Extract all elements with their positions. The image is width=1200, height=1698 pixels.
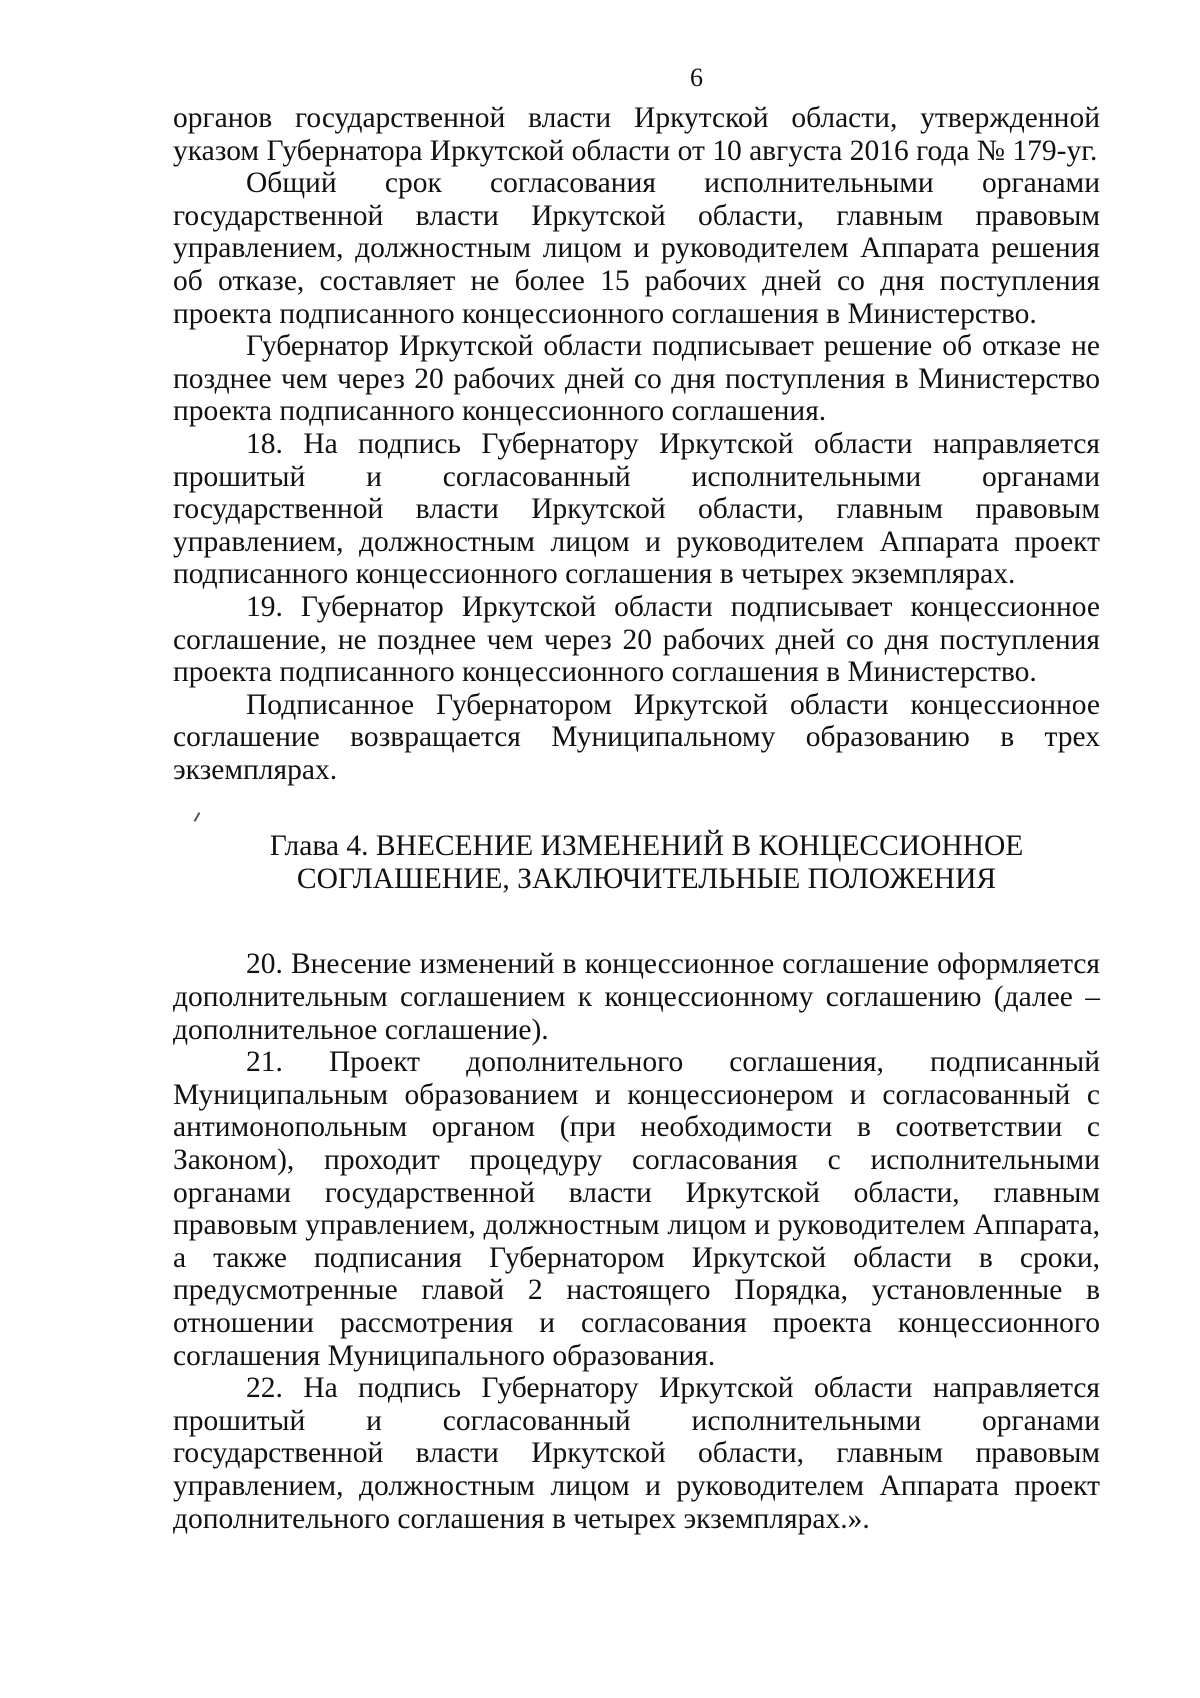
chapter-heading <box>173 830 1100 896</box>
paragraph: 20. Внесение изменений в концессионное соглашение оформляется дополнительным соглашением к концессионному соглашению (далее – дополнительное соглашение). <box>173 948 1100 1046</box>
chapter-heading-line: Глава 4. ВНЕСЕНИЕ ИЗМЕНЕНИЙ В КОНЦЕССИОННОЕ <box>269 830 1024 863</box>
body-text-bottom <box>173 948 1100 1535</box>
paragraph: Подписанное Губернатором Иркутской области концессионное соглашение возвращается Муниципальному образованию в трех экземплярах. <box>173 688 1100 786</box>
paragraph: 21. Проект дополнительного соглашения, подписанный Муниципальным образованием и концессионером и согласованный с антимонопольным органом (при необходимости в соответствии с Законом), проходит процедуру согласования с исполнительными органами государственной власти Иркутской области, главным правовым управлением, должностным лицом и руководителем Аппарата, а также подписания Губернатором Иркутской области в сроки, предусмотренные главой 2 настоящего Порядка, установленные в отношении рассмотрения и согласования проекта концессионного соглашения Муниципального образования. <box>173 1046 1100 1372</box>
paragraph: 18. На подпись Губернатору Иркутской области направляется прошитый и согласованный исполнительными органами государственной власти Иркутской области, главным правовым управлением, должностным лицом и руководителем Аппарата проект подписанного концессионного соглашения в четырех экземплярах. <box>173 427 1100 591</box>
chapter-heading-line: СОГЛАШЕНИЕ, ЗАКЛЮЧИТЕЛЬНЫЕ ПОЛОЖЕНИЯ <box>296 863 997 896</box>
page-number: 6 <box>690 63 703 92</box>
paragraph: 19. Губернатор Иркутской области подписывает концессионное соглашение, не позднее чем через 20 рабочих дней со дня поступления проекта подписанного концессионного соглашения в Министерство. <box>173 590 1100 689</box>
paragraph: 22. На подпись Губернатору Иркутской области направляется прошитый и согласованный исполнительными органами государственной власти Иркутской области, главным правовым управлением, должностным лицом и руководителем Аппарата проект дополнительного соглашения в четырех экземплярах.». <box>173 1372 1100 1535</box>
body-text-top <box>173 102 1100 786</box>
paragraph: органов государственной власти Иркутской области, утвержденной указом Губернатора Иркутской области от 10 августа 2016 года № 179-уг. <box>173 102 1100 167</box>
paragraph: Губернатор Иркутской области подписывает решение об отказе не позднее чем через 20 рабочих дней со дня поступления в Министерство проекта подписанного концессионного соглашения. <box>173 330 1100 428</box>
paragraph: Общий срок согласования исполнительными органами государственной власти Иркутской области, главным правовым управлением, должностным лицом и руководителем Аппарата решения об отказе, составляет не более 15 рабочих дней со дня поступления проекта подписанного концессионного соглашения в Министерство. <box>173 167 1100 330</box>
